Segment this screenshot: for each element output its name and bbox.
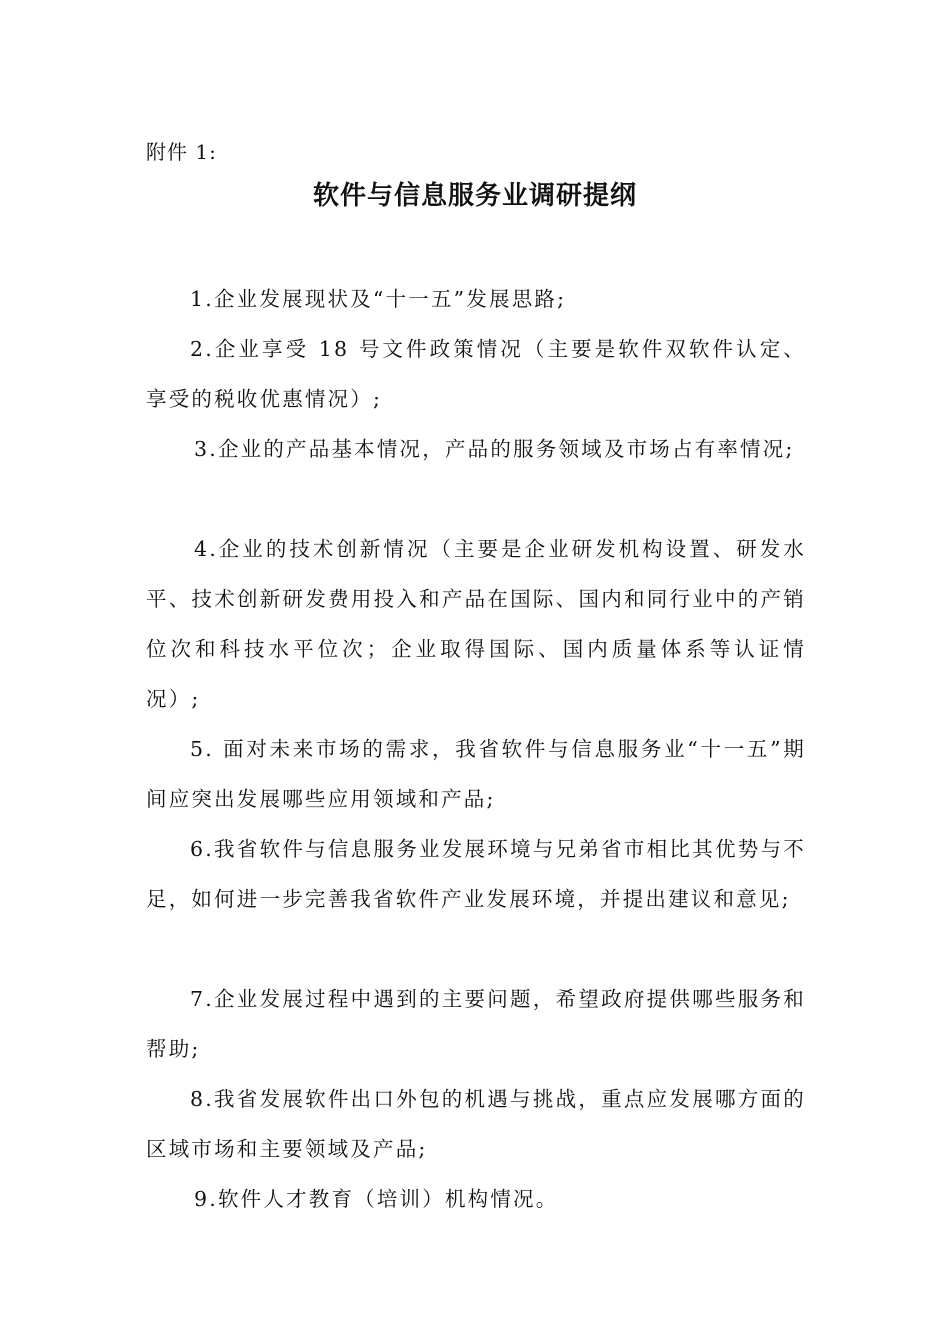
outline-item-7: 7.企业发展过程中遇到的主要问题，希望政府提供哪些服务和帮助; xyxy=(146,987,806,1061)
outline-item-4: 4.企业的技术创新情况（主要是企业研发机构设置、研发水平、技术创新研发费用投入和产品在国际、国内和同行业中的产销位次和科技水平位次；企业取得国际、国内质量体系等认证情况）; xyxy=(146,537,806,711)
outline-item-1: 1.企业发展现状及“十一五”发展思路; xyxy=(190,287,567,311)
outline-item-9: 9.软件人才教育（培训）机构情况。 xyxy=(194,1187,559,1211)
outline-item-5: 5. 面对未来市场的需求，我省软件与信息服务业“十一五”期间应突出发展哪些应用领域和产品; xyxy=(146,737,806,811)
outline-item-8: 8.我省发展软件出口外包的机遇与挑战，重点应发展哪方面的区域市场和主要领域及产品; xyxy=(146,1087,806,1161)
outline-item-2: 2.企业享受 18 号文件政策情况（主要是软件双软件认定、享受的税收优惠情况）; xyxy=(146,337,806,411)
outline-item-6: 6.我省软件与信息服务业发展环境与兄弟省市相比其优势与不足，如何进一步完善我省软件产业发展环境，并提出建议和意见; xyxy=(146,837,806,911)
document-title: 软件与信息服务业调研提纲 xyxy=(312,181,637,211)
attachment-label: 附件 1: xyxy=(146,140,217,164)
outline-item-3: 3.企业的产品基本情况，产品的服务领域及市场占有率情况; xyxy=(194,437,795,461)
